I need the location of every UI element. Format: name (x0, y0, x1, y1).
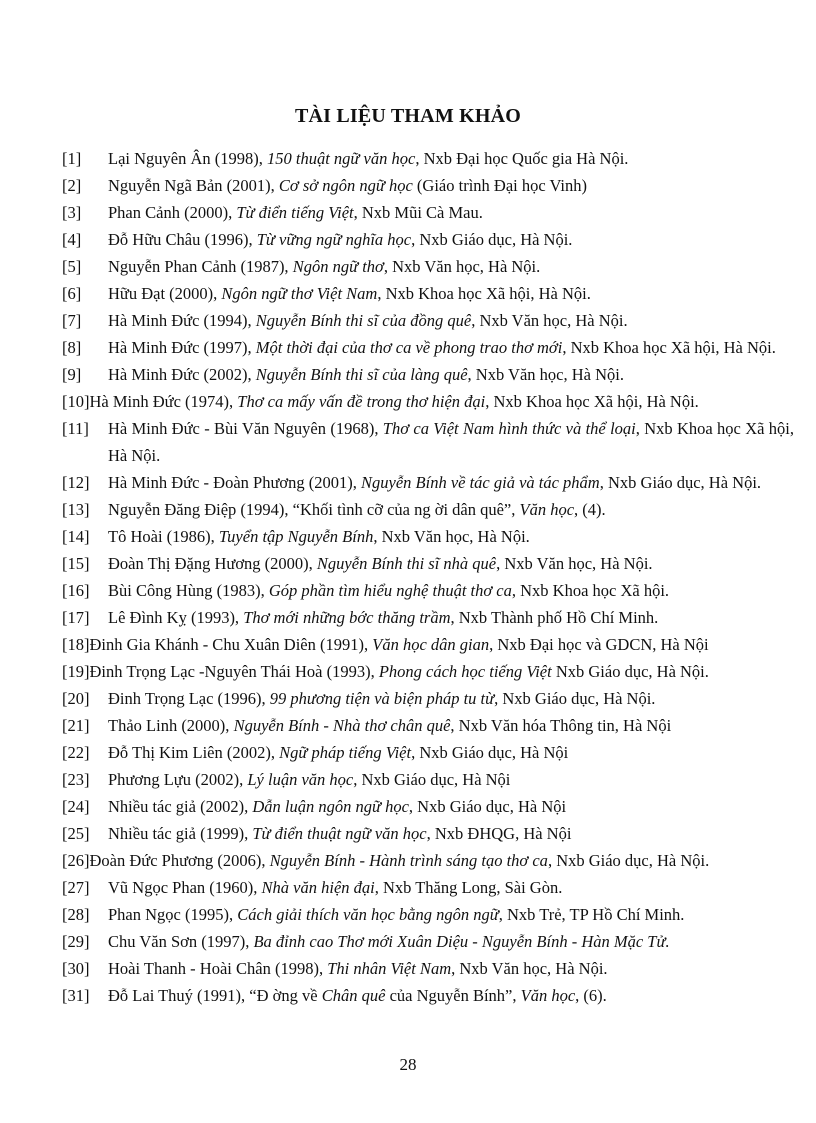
reference-number: [1] (62, 149, 82, 168)
reference-number: [19] (62, 662, 90, 681)
reference-item (62, 199, 794, 226)
reference-text: Hoài Thanh - Hoài Chân (1998), Thi nhân Việt Nam, Nxb Văn học, Hà Nội. (108, 959, 608, 978)
reference-number: [24] (62, 797, 90, 816)
reference-work-title: Từ điển thuật ngữ văn học (252, 824, 427, 843)
reference-number: [16] (62, 581, 90, 600)
reference-item (62, 658, 794, 685)
reference-text: Hà Minh Đức - Bùi Văn Nguyên (1968), Thơ ca Việt Nam hình thức và thể loại, Nxb Khoa học Xã hội, Hà Nội. (108, 419, 795, 465)
reference-work-title: Nguyễn Bính - Hành trình sáng tạo thơ ca (269, 851, 548, 870)
reference-work-title: Ngôn ngữ thơ (292, 257, 384, 276)
reference-text: Nhiều tác giả (1999), Từ điển thuật ngữ văn học, Nxb ĐHQG, Hà Nội (108, 824, 572, 843)
reference-item (62, 388, 794, 415)
reference-number: [6] (62, 284, 82, 303)
reference-item (62, 172, 794, 199)
reference-work-title: Văn học dân gian (372, 635, 490, 654)
reference-number: [2] (62, 176, 82, 195)
reference-work-title: Nguyễn Bính thi sĩ nhà quê (316, 554, 497, 573)
reference-list (62, 145, 794, 1009)
reference-work-title: Thơ ca mấy vấn đề trong thơ hiện đại (237, 392, 486, 411)
reference-item (62, 793, 794, 820)
reference-item (62, 739, 794, 766)
reference-number: [18] (62, 635, 90, 654)
reference-number: [9] (62, 365, 82, 384)
reference-item (62, 496, 794, 523)
reference-text: Đinh Trọng Lạc -Nguyên Thái Hoà (1993), Phong cách học tiếng Việt Nxb Giáo dục, Hà Nội. (89, 662, 709, 681)
reference-text: Hà Minh Đức (1997), Một thời đại của thơ ca về phong trao thơ mới, Nxb Khoa học Xã hội, Hà Nội. (108, 338, 776, 357)
reference-number: [11] (62, 419, 89, 438)
reference-work-title: Cơ sở ngôn ngữ học (278, 176, 413, 195)
reference-number: [17] (62, 608, 90, 627)
reference-text: Đỗ Hữu Châu (1996), Từ vững ngữ nghĩa học, Nxb Giáo dục, Hà Nội. (108, 230, 573, 249)
reference-work-title: Ngôn ngữ thơ Việt Nam (221, 284, 378, 303)
reference-number: [5] (62, 257, 82, 276)
reference-item (62, 226, 794, 253)
reference-item (62, 280, 794, 307)
reference-item (62, 577, 794, 604)
reference-number: [20] (62, 689, 90, 708)
reference-item (62, 307, 794, 334)
reference-number: [26] (62, 851, 90, 870)
reference-number: [30] (62, 959, 90, 978)
reference-work-title: Lý luận văn học (247, 770, 354, 789)
reference-number: [15] (62, 554, 90, 573)
reference-item (62, 982, 794, 1009)
reference-item (62, 415, 794, 469)
page-number: 28 (399, 1055, 417, 1074)
reference-work-title: Dẫn luận ngôn ngữ học (252, 797, 409, 816)
reference-item (62, 550, 794, 577)
reference-text: Nguyễn Đăng Điệp (1994), “Khối tình cỡ của ng ời dân quê”, Văn học, (4). (108, 500, 606, 519)
reference-item (62, 955, 794, 982)
reference-number: [22] (62, 743, 90, 762)
reference-work-title: Chân quê (321, 986, 386, 1005)
reference-work-title: Nguyễn Bính thi sĩ của làng quê (255, 365, 468, 384)
reference-work-title: Cách giải thích văn học bằng ngôn ngữ (237, 905, 499, 924)
reference-text: Đoàn Thị Đặng Hương (2000), Nguyễn Bính thi sĩ nhà quê, Nxb Văn học, Hà Nội. (108, 554, 653, 573)
reference-number: [27] (62, 878, 90, 897)
reference-text: Nguyễn Ngã Bản (2001), Cơ sở ngôn ngữ học (Giáo trình Đại học Vinh) (108, 176, 588, 195)
reference-item (62, 766, 794, 793)
reference-text: Hà Minh Đức (2002), Nguyễn Bính thi sĩ của làng quê, Nxb Văn học, Hà Nội. (108, 365, 624, 384)
reference-text: Tô Hoài (1986), Tuyển tập Nguyễn Bính, Nxb Văn học, Hà Nội. (108, 527, 530, 546)
reference-text: Phan Cảnh (2000), Từ điển tiếng Việt, Nxb Mũi Cà Mau. (108, 203, 483, 222)
reference-work-title: Thơ ca Việt Nam hình thức và thể loại (382, 419, 636, 438)
reference-number: [23] (62, 770, 90, 789)
reference-item (62, 631, 794, 658)
reference-number: [7] (62, 311, 82, 330)
reference-number: [25] (62, 824, 90, 843)
reference-item (62, 253, 794, 280)
reference-text: Nguyễn Phan Cảnh (1987), Ngôn ngữ thơ, Nxb Văn học, Hà Nội. (108, 257, 541, 276)
reference-text: Đinh Gia Khánh - Chu Xuân Diên (1991), Văn học dân gian, Nxb Đại học và GDCN, Hà Nội (89, 635, 709, 654)
reference-number: [8] (62, 338, 82, 357)
reference-work-title: Thi nhân Việt Nam (327, 959, 452, 978)
reference-work-title: Góp phần tìm hiểu nghệ thuật thơ ca (268, 581, 512, 600)
reference-text: Hà Minh Đức (1974), Thơ ca mấy vấn đề trong thơ hiện đại, Nxb Khoa học Xã hội, Hà Nội. (89, 392, 699, 411)
reference-item (62, 361, 794, 388)
reference-work-title: 99 phương tiện và biện pháp tu từ (269, 689, 495, 708)
reference-text: Đoàn Đức Phương (2006), Nguyễn Bính - Hành trình sáng tạo thơ ca, Nxb Giáo dục, Hà Nội. (89, 851, 710, 870)
reference-text: Hà Minh Đức (1994), Nguyễn Bính thi sĩ của đồng quê, Nxb Văn học, Hà Nội. (108, 311, 628, 330)
reference-item (62, 685, 794, 712)
reference-text: Bùi Công Hùng (1983), Góp phần tìm hiểu nghệ thuật thơ ca, Nxb Khoa học Xã hội. (108, 581, 670, 600)
reference-item (62, 523, 794, 550)
reference-work-title: Một thời đại của thơ ca về phong trao thơ mới (255, 338, 563, 357)
reference-number: [13] (62, 500, 90, 519)
reference-work-title: Ngữ pháp tiếng Việt (279, 743, 412, 762)
reference-work-title: Nguyễn Bính - Nhà thơ chân quê (233, 716, 451, 735)
reference-work-title: Từ điển tiếng Việt (236, 203, 354, 222)
reference-number: [14] (62, 527, 90, 546)
reference-journal-title: Văn học (520, 986, 576, 1005)
reference-work-title: Văn học (519, 500, 575, 519)
reference-text: Hữu Đạt (2000), Ngôn ngữ thơ Việt Nam, Nxb Khoa học Xã hội, Hà Nội. (108, 284, 591, 303)
reference-work-title: Tuyển tập Nguyễn Bính (218, 527, 374, 546)
reference-number: [21] (62, 716, 90, 735)
reference-number: [4] (62, 230, 82, 249)
reference-item (62, 847, 794, 874)
reference-work-title: Nguyễn Bính về tác giả và tác phẩm (361, 473, 600, 492)
reference-text: Phương Lựu (2002), Lý luận văn học, Nxb Giáo dục, Hà Nội (108, 770, 511, 789)
reference-work-title: Phong cách học tiếng Việt (378, 662, 552, 681)
reference-number: [31] (62, 986, 90, 1005)
reference-item (62, 604, 794, 631)
reference-item (62, 145, 794, 172)
reference-number: [10] (62, 392, 90, 411)
reference-item (62, 469, 794, 496)
reference-text: Lê Đình Kỵ (1993), Thơ mới những bớc thăng trầm, Nxb Thành phố Hồ Chí Minh. (108, 608, 659, 627)
reference-number: [3] (62, 203, 82, 222)
reference-item (62, 334, 794, 361)
page-title: TÀI LIỆU THAM KHẢO (294, 105, 522, 128)
reference-text: Đỗ Thị Kim Liên (2002), Ngữ pháp tiếng Việt, Nxb Giáo dục, Hà Nội (108, 743, 569, 762)
reference-text: Thảo Linh (2000), Nguyễn Bính - Nhà thơ chân quê, Nxb Văn hóa Thông tin, Hà Nội (108, 716, 672, 735)
reference-work-title: Thơ mới những bớc thăng trầm (243, 608, 451, 627)
reference-number: [12] (62, 473, 90, 492)
reference-item (62, 874, 794, 901)
reference-item (62, 820, 794, 847)
reference-text: Đỗ Lai Thuý (1991), “Đ ờng về Chân quê của Nguyễn Bính”, Văn học, (6). (108, 986, 607, 1005)
reference-work-title: Ba đỉnh cao Thơ mới Xuân Diệu - Nguyễn Bính - Hàn Mặc Tử. (253, 932, 670, 951)
reference-text: Vũ Ngọc Phan (1960), Nhà văn hiện đại, Nxb Thăng Long, Sài Gòn. (108, 878, 563, 897)
reference-text: Chu Văn Sơn (1997), Ba đỉnh cao Thơ mới Xuân Diệu - Nguyễn Bính - Hàn Mặc Tử. (108, 932, 670, 951)
reference-work-title: Nguyễn Bính thi sĩ của đồng quê (255, 311, 472, 330)
reference-text: Hà Minh Đức - Đoàn Phương (2001), Nguyễn Bính về tác giả và tác phẩm, Nxb Giáo dục, Hà Nội. (108, 473, 762, 492)
reference-work-title: 150 thuật ngữ văn học (267, 149, 416, 168)
reference-text: Lại Nguyên Ân (1998), 150 thuật ngữ văn học, Nxb Đại học Quốc gia Hà Nội. (108, 149, 629, 168)
reference-text: Phan Ngọc (1995), Cách giải thích văn học bằng ngôn ngữ, Nxb Trẻ, TP Hồ Chí Minh. (108, 905, 685, 924)
reference-text: Đinh Trọng Lạc (1996), 99 phương tiện và biện pháp tu từ, Nxb Giáo dục, Hà Nội. (108, 689, 656, 708)
reference-item (62, 928, 794, 955)
reference-work-title: Từ vững ngữ nghĩa học (256, 230, 412, 249)
reference-text: Nhiều tác giả (2002), Dẫn luận ngôn ngữ học, Nxb Giáo dục, Hà Nội (108, 797, 567, 816)
reference-work-title: Nhà văn hiện đại (261, 878, 375, 897)
reference-item (62, 712, 794, 739)
reference-number: [29] (62, 932, 90, 951)
reference-item (62, 901, 794, 928)
reference-number: [28] (62, 905, 90, 924)
